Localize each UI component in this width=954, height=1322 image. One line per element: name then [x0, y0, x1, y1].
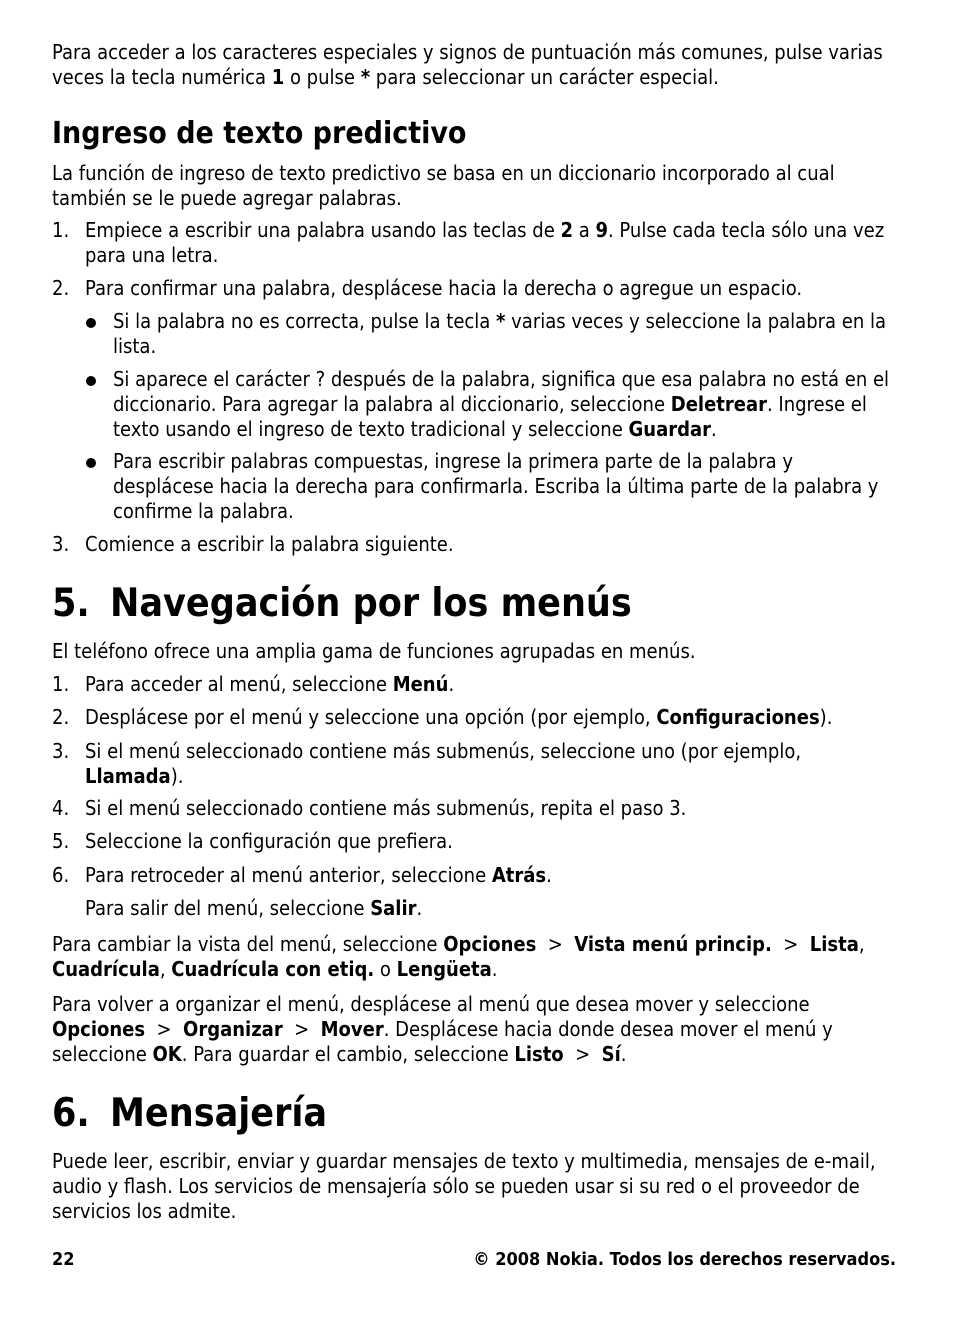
list-item: 2. Desplácese por el menú y seleccione una opción (por ejemplo, Configuraciones).	[52, 705, 833, 729]
intro-paragraph: Para acceder a los caracteres especiales y signos de puntuación más comunes, pulse varias veces la tecla numérica 1 o pulse * para seleccionar un carácter especial.	[52, 40, 883, 89]
bullet-icon	[86, 376, 96, 386]
section-title-predictive: Ingreso de texto predictivo	[52, 116, 467, 151]
menu-organize-paragraph: Para volver a organizar el menú, desplácese al menú que desea mover y seleccione Opciones > Organizar > Mover. Desplácese hacia donde desea mover el menú y seleccione OK. Para guardar el cambio, seleccione Listo > Sí.	[52, 992, 833, 1066]
list-item: 6. Para retroceder al menú anterior, seleccione Atrás.	[52, 863, 552, 887]
list-item: 3. Comience a escribir la palabra siguiente.	[52, 532, 454, 556]
bullet-icon	[86, 318, 96, 328]
bullet-icon	[86, 458, 96, 468]
list-item-note: Para salir del menú, seleccione Salir.	[85, 896, 423, 920]
list-item: 4. Si el menú seleccionado contiene más submenús, repita el paso 3.	[52, 796, 687, 820]
copyright-notice: © 2008 Nokia. Todos los derechos reservados.	[473, 1249, 896, 1270]
list-item: 1. Para acceder al menú, seleccione Menú.	[52, 672, 455, 696]
list-item: 2. Para confirmar una palabra, desplácese hacia la derecha o agregue un espacio.	[52, 276, 803, 300]
bullet-item: Para escribir palabras compuestas, ingrese la primera parte de la palabra y desplácese hacia la derecha para confirmarla. Escriba la última parte de la palabra y confirme la palabra.	[85, 449, 896, 524]
navigation-description: El teléfono ofrece una amplia gama de funciones agrupadas en menús.	[52, 639, 696, 663]
list-item: 5. Seleccione la configuración que prefiera.	[52, 829, 453, 853]
messaging-description: Puede leer, escribir, enviar y guardar mensajes de texto y multimedia, mensajes de e-mail, audio y flash. Los servicios de mensajería sólo se pueden usar si su red o el proveedor de servicios los admite.	[52, 1149, 876, 1223]
chapter-title-messaging: 6. Mensajería	[52, 1091, 328, 1136]
predictive-description: La función de ingreso de texto predictivo se basa en un diccionario incorporado al cual también se le puede agregar palabras.	[52, 161, 835, 210]
list-item: 3. Si el menú seleccionado contiene más submenús, seleccione uno (por ejemplo, Llamada).	[52, 739, 802, 788]
page-number: 22	[52, 1249, 75, 1270]
bullet-item: Si la palabra no es correcta, pulse la tecla * varias veces y seleccione la palabra en la lista.	[85, 309, 896, 359]
bullet-item: Si aparece el carácter ? después de la palabra, significa que esa palabra no está en el diccionario. Para agregar la palabra al diccionario, seleccione Deletrear. Ingrese el texto usando el ingreso de texto tradicional y seleccione Guardar.	[85, 367, 896, 442]
menu-view-paragraph: Para cambiar la vista del menú, seleccione Opciones > Vista menú princip. > Lista, Cuadrícula, Cuadrícula con etiq. o Lengüeta.	[52, 932, 865, 981]
chapter-title-navigation: 5. Navegación por los menús	[52, 581, 632, 626]
list-item: 1. Empiece a escribir una palabra usando las teclas de 2 a 9. Pulse cada tecla sólo una vez para una letra.	[52, 218, 885, 267]
